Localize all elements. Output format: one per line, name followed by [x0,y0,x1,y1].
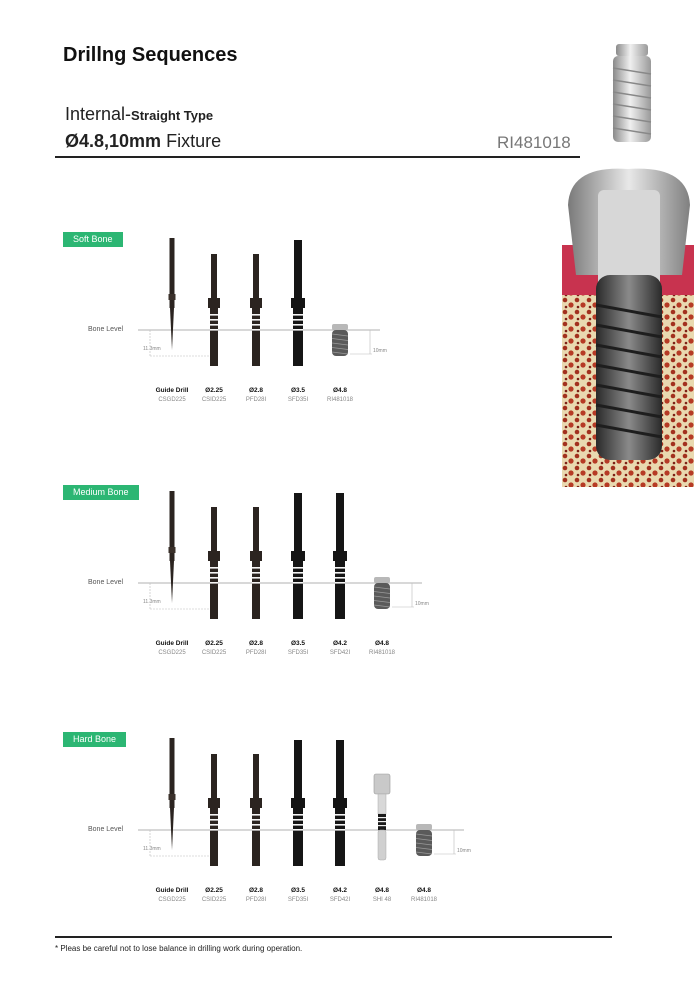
drill-tool [291,240,305,366]
tool-size-label: Ø4.8 [332,387,348,394]
guide-tool [169,738,176,850]
bone-level-label: Bone Level [88,579,124,586]
drill-depth-label: 11.3mm [143,846,161,852]
implant-type-name: Straight Type [131,108,214,123]
tool-size-label: Ø2.25 [205,387,223,394]
tool-size-label: Ø3.5 [290,887,306,894]
implant-type [65,104,213,125]
drill-sequence-graphic [0,732,520,882]
fixture-word: Fixture [166,131,222,151]
drill-depth-label: 11.3mm [143,599,161,605]
fixture-depth-label: 10mm [415,601,429,607]
tool-code-label: SFD42I [329,897,351,903]
page-title: Drillng Sequences [63,44,238,66]
fixture-tool [332,324,348,356]
drill-tool [333,740,347,866]
bone-type-badge: Soft Bone [63,232,123,247]
caution-note: * Pleas be careful not to lose balance in drilling work during operation. [55,944,303,953]
drill-tool [208,254,220,366]
drill-tool [333,493,347,619]
tool-size-label: Ø4.8 [416,887,432,894]
sequence-section [0,732,520,922]
tool-size-label: Ø2.25 [205,640,223,647]
tap-tool [374,774,390,860]
tool-size-label: Ø3.5 [290,387,306,394]
bone-level-label: Bone Level [88,826,124,833]
tool-code-label: CSID225 [201,897,227,903]
tool-code-label: CSID225 [201,650,227,656]
drill-tool [250,254,262,366]
bone-type-badge: Medium Bone [63,485,139,500]
drill-tool [208,507,220,619]
fixture-illustration [608,44,658,154]
sequence-section [0,485,520,675]
fixture-spec [65,131,221,152]
bone-level-label: Bone Level [88,326,124,333]
bone-type-badge: Hard Bone [63,732,126,747]
footer-divider [55,936,612,938]
guide-tool [169,238,176,350]
fixture-depth-label: 10mm [373,348,387,354]
drill-tool [208,754,220,866]
tool-size-label: Guide Drill [155,887,189,894]
tool-size-label: Ø4.8 [374,640,390,647]
guide-tool [169,491,176,603]
crown-implant-illustration [562,165,694,487]
tool-code-label: RI481018 [326,397,354,403]
tool-code-label: PFD28I [245,650,267,656]
tool-size-label: Guide Drill [155,387,189,394]
tool-code-label: SHI 48 [372,897,392,903]
implant-type-prefix: Internal- [65,104,132,124]
tool-size-label: Ø4.2 [332,887,348,894]
tool-code-label: SFD35I [287,650,309,656]
tool-code-label: PFD28I [245,897,267,903]
tool-code-label: CSID225 [201,397,227,403]
drill-sequence-graphic [0,232,520,382]
header-divider [55,156,580,158]
drill-tool [291,740,305,866]
sequence-section [0,232,520,422]
tool-code-label: CSGD225 [158,650,186,656]
tool-code-label: SFD35I [287,897,309,903]
tool-size-label: Ø4.8 [374,887,390,894]
tool-size-label: Ø3.5 [290,640,306,647]
drill-tool [291,493,305,619]
tool-code-label: CSGD225 [158,397,186,403]
tool-code-label: CSGD225 [158,897,186,903]
fixture-depth-label: 10mm [457,848,471,854]
drill-tool [250,754,262,866]
fixture-size: Ø4.8,10mm [65,131,162,151]
tool-code-label: SFD35I [287,397,309,403]
tool-size-label: Guide Drill [155,640,189,647]
tool-code-label: SFD42I [329,650,351,656]
drill-tool [250,507,262,619]
fixture-tool [416,824,432,856]
tool-code-label: PFD28I [245,397,267,403]
tool-size-label: Ø2.8 [248,387,264,394]
product-code: RI481018 [497,133,571,152]
fixture-tool [374,577,390,609]
tool-size-label: Ø4.2 [332,640,348,647]
tool-code-label: RI481018 [368,650,396,656]
drill-sequence-graphic [0,485,520,635]
tool-size-label: Ø2.8 [248,640,264,647]
tool-size-label: Ø2.25 [205,887,223,894]
drill-depth-label: 11.3mm [143,346,161,352]
tool-size-label: Ø2.8 [248,887,264,894]
tool-code-label: RI481018 [410,897,438,903]
